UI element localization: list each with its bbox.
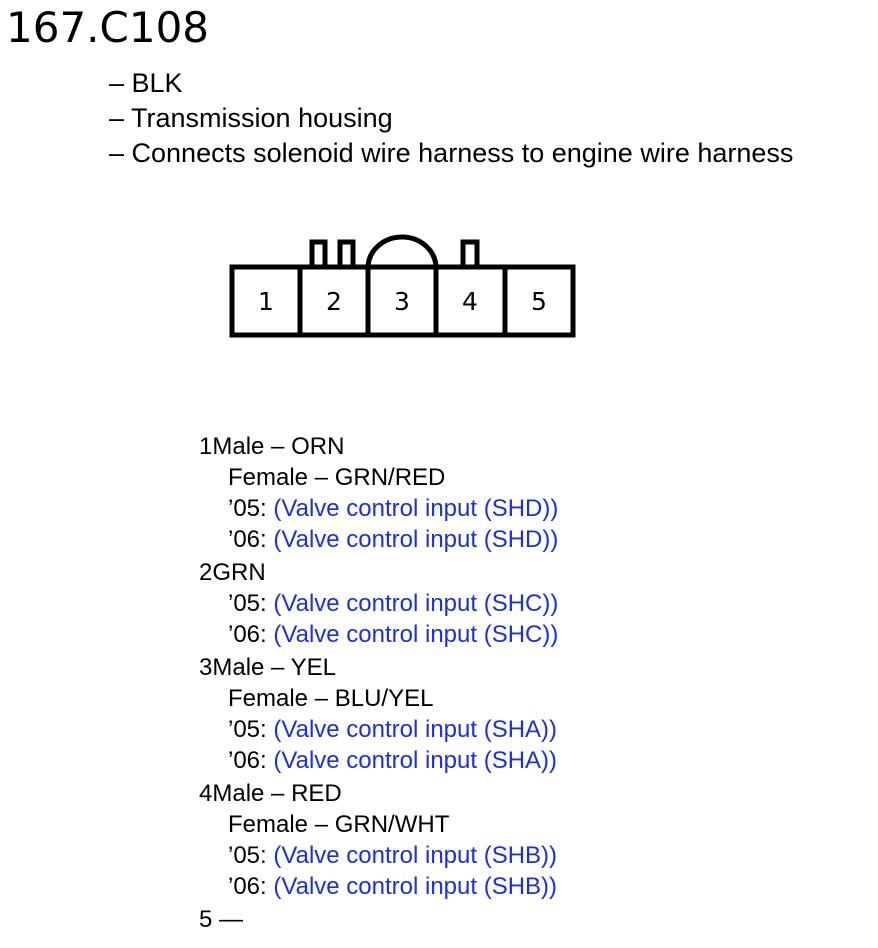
pin-cell-label: 4 [462, 287, 478, 316]
pin-number: 3 [199, 654, 213, 681]
connector-title: 167.C108 [6, 3, 210, 52]
pin-number: 1 [199, 433, 213, 460]
pin-function-link[interactable]: (Valve control input (SHB)) [273, 873, 558, 900]
pin-number: 4 [199, 780, 213, 807]
pin-number: 2 [199, 559, 213, 586]
pin-function-link[interactable]: (Valve control input (SHC)) [273, 590, 559, 617]
pin-entry [199, 431, 558, 555]
pin-function-link[interactable]: (Valve control input (SHD)) [273, 526, 559, 553]
pin-year: ’05: [228, 716, 274, 743]
pin-unused-marker: — [212, 906, 244, 933]
pin-function-link[interactable]: (Valve control input (SHA)) [273, 747, 558, 774]
pin-entry [199, 904, 558, 935]
key-arch [368, 237, 436, 268]
connector-color: – BLK [109, 68, 183, 98]
pin-year: ’06: [228, 526, 274, 553]
lock-tab-2 [340, 242, 353, 268]
pin-wire-color: Male – RED [212, 780, 342, 807]
pin-entry [199, 778, 558, 902]
connector-details [109, 66, 793, 171]
pin-function-link[interactable]: (Valve control input (SHC)) [273, 621, 559, 648]
pin-wire-color: Male – YEL [212, 654, 336, 681]
pin-wire-color: GRN [212, 559, 266, 586]
pin-function-link[interactable]: (Valve control input (SHD)) [273, 495, 559, 522]
connector-description: – Connects solenoid wire harness to engine wire harness [109, 138, 794, 168]
pin-cell-label: 1 [258, 287, 274, 316]
pin-cell-label: 3 [394, 287, 410, 316]
lock-tab-1 [312, 242, 325, 268]
pin-year: ’05: [228, 842, 274, 869]
pin-number: 5 [199, 906, 213, 933]
connector-face-diagram [225, 232, 585, 347]
pin-year: ’06: [228, 873, 274, 900]
pin-entry [199, 652, 558, 776]
pin-wire-color-female: Female – BLU/YEL [228, 685, 434, 712]
pin-wire-color-female: Female – GRN/RED [228, 464, 446, 491]
pin-list [199, 431, 558, 937]
pin-year: ’06: [228, 621, 274, 648]
pin-wire-color-female: Female – GRN/WHT [228, 811, 450, 838]
pin-function-link[interactable]: (Valve control input (SHA)) [273, 716, 558, 743]
connector-location: – Transmission housing [109, 103, 393, 133]
pin-year: ’06: [228, 747, 274, 774]
pin-function-link[interactable]: (Valve control input (SHB)) [273, 842, 558, 869]
pin-entry [199, 557, 558, 650]
pin-wire-color: Male – ORN [212, 433, 345, 460]
lock-tab-3 [463, 242, 477, 268]
pin-cell-label: 2 [326, 287, 342, 316]
pin-cell-label: 5 [531, 287, 547, 316]
pin-year: ’05: [228, 495, 274, 522]
pin-year: ’05: [228, 590, 274, 617]
